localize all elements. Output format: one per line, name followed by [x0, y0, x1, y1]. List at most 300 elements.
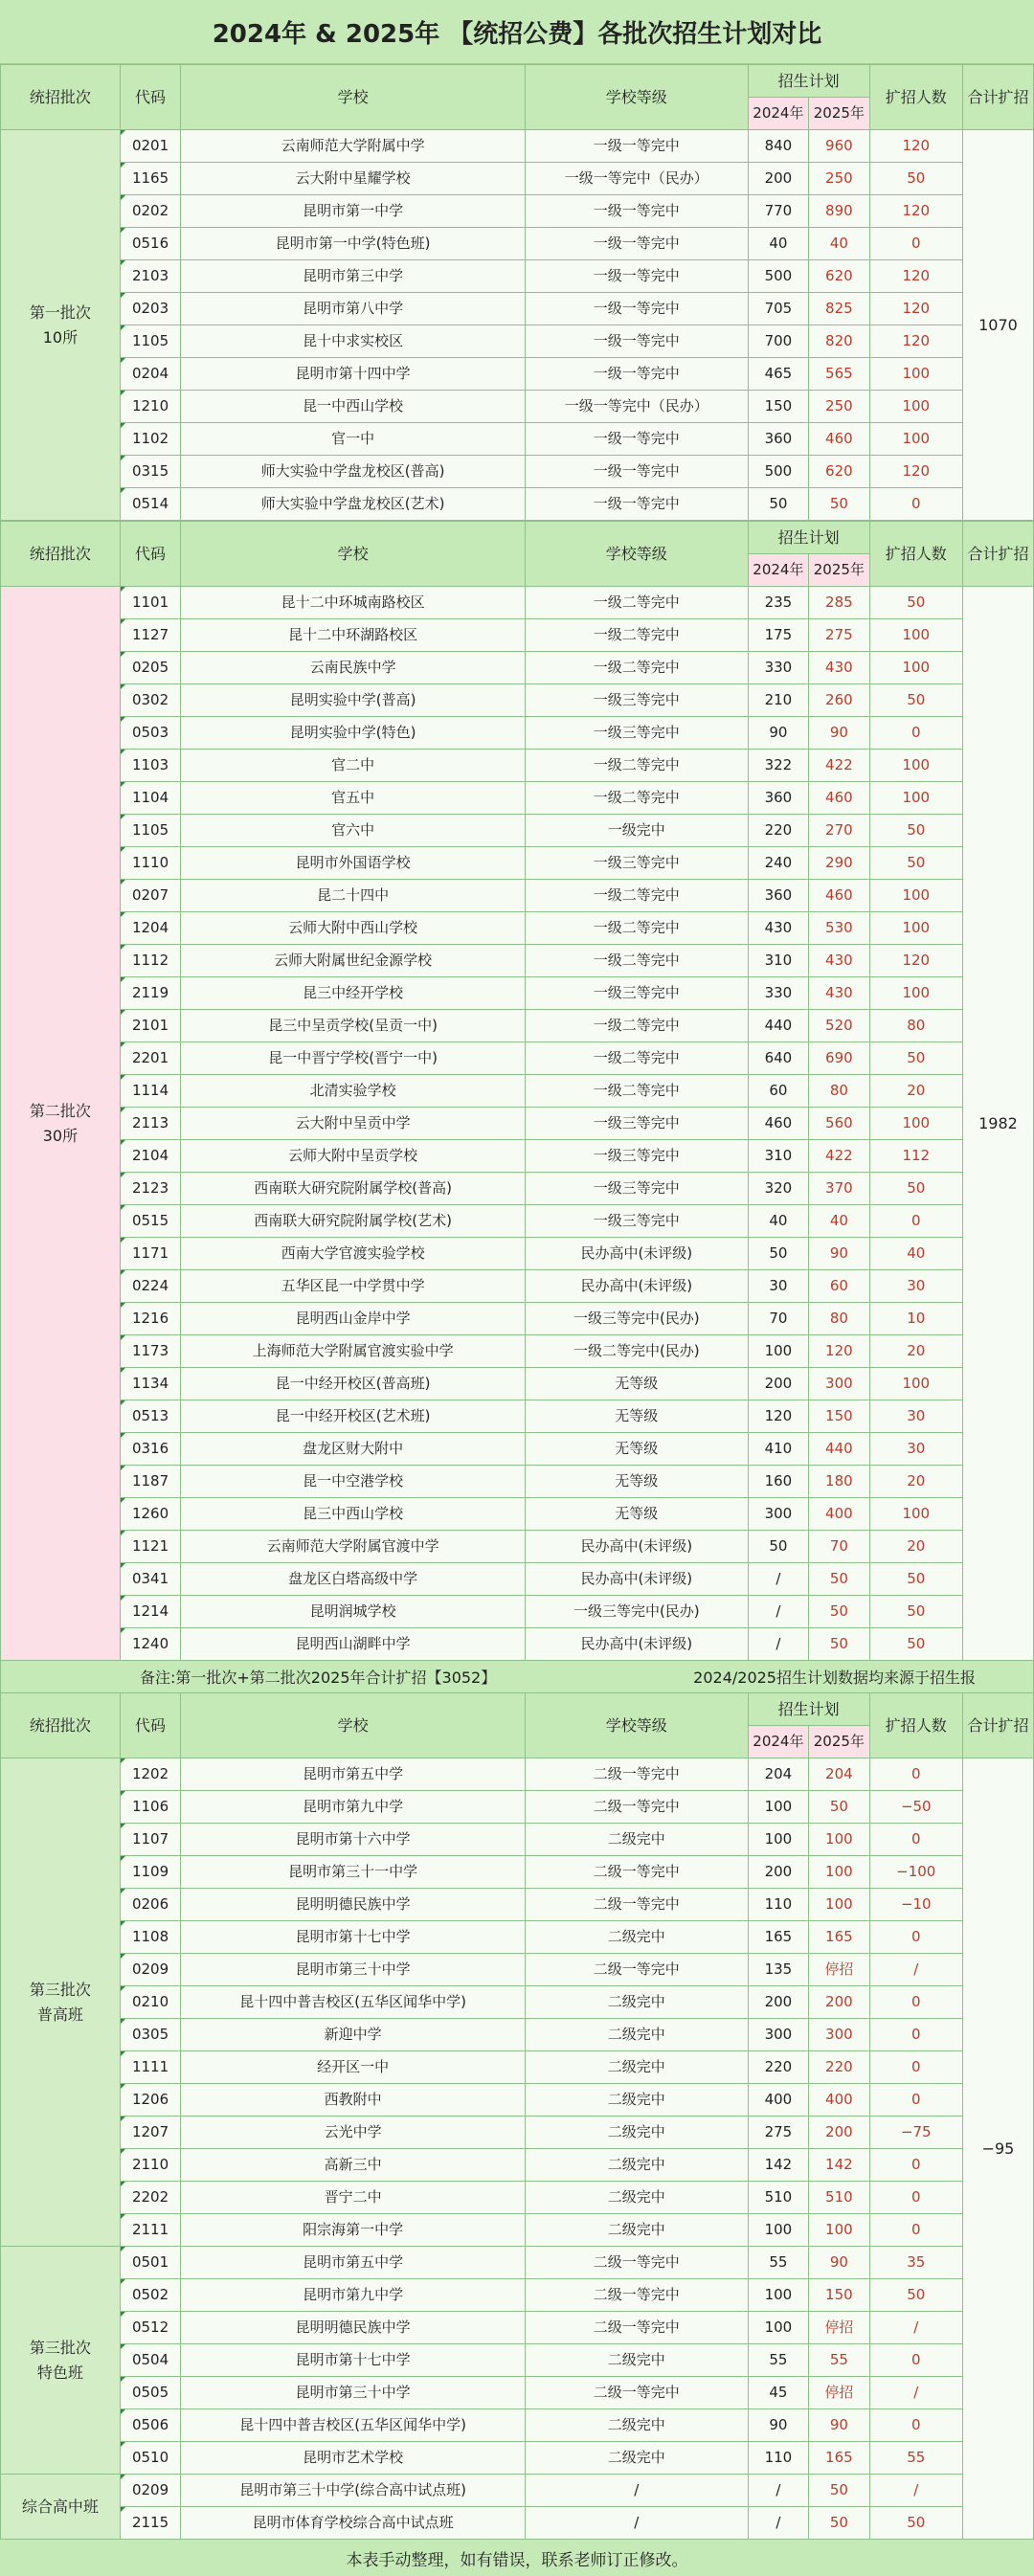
school-grade: 一级三等完中 [525, 1205, 748, 1238]
plan-2025: 620 [809, 456, 869, 488]
school-grade: 二级一等完中 [525, 1856, 748, 1889]
plan-2024: 360 [748, 782, 808, 815]
plan-2025: 440 [809, 1433, 869, 1466]
school-grade: 二级一等完中 [525, 1758, 748, 1791]
school-grade: 二级完中 [525, 2117, 748, 2149]
plan-2025: 100 [809, 2214, 869, 2247]
header-school: 学校 [181, 1693, 526, 1758]
batch-group-label: 第三批次 普高班 [1, 1758, 121, 2247]
school-grade: / [525, 2475, 748, 2507]
table-batch-2 [0, 521, 1034, 1661]
school-grade: 二级一等完中 [525, 2279, 748, 2312]
expand-count: 100 [869, 1368, 962, 1400]
school-name: 官一中 [181, 423, 526, 456]
expand-count: 120 [869, 195, 962, 228]
batch-group-label: 第三批次 特色班 [1, 2247, 121, 2475]
school-name: 昆明市第三十一中学 [181, 1856, 526, 1889]
plan-2024: / [748, 2507, 808, 2540]
school-grade: 一级一等完中 [525, 456, 748, 488]
plan-2025: 停招 [809, 1954, 869, 1986]
header-total: 合计扩招 [962, 65, 1033, 130]
plan-2025: 90 [809, 1238, 869, 1270]
school-code: 0209 [120, 2475, 180, 2507]
plan-2024: 310 [748, 945, 808, 977]
school-code: 1105 [120, 325, 180, 358]
footer-note: 本表手动整理，如有错误，联系老师订正修改。 [0, 2540, 1034, 2576]
school-code: 1102 [120, 423, 180, 456]
plan-2025: 150 [809, 1400, 869, 1433]
expand-count: 0 [869, 2051, 962, 2084]
plan-2024: 40 [748, 228, 808, 260]
school-name: 昆明市第十七中学 [181, 1921, 526, 1954]
school-name: 上海师范大学附属官渡实验中学 [181, 1335, 526, 1368]
school-code: 2202 [120, 2182, 180, 2214]
school-name: 昆明市第九中学 [181, 1791, 526, 1824]
school-grade: 一级一等完中 [525, 423, 748, 456]
plan-2024: 160 [748, 1466, 808, 1498]
plan-2024: 45 [748, 2377, 808, 2409]
table-row [1, 2507, 1034, 2540]
school-name: 昆明市艺术学校 [181, 2442, 526, 2475]
expand-count: 50 [869, 847, 962, 880]
school-code: 0513 [120, 1400, 180, 1433]
school-grade: 一级一等完中 [525, 293, 748, 325]
school-code: 0302 [120, 684, 180, 717]
school-grade: 二级完中 [525, 2214, 748, 2247]
table-row [1, 228, 1034, 260]
header-school: 学校 [181, 65, 526, 130]
school-name: 昆一中经开校区(艺术班) [181, 1400, 526, 1433]
plan-2025: 565 [809, 358, 869, 391]
school-code: 1107 [120, 1824, 180, 1856]
school-name: 昆十四中普吉校区(五华区闻华中学) [181, 2409, 526, 2442]
table-row [1, 1303, 1034, 1335]
plan-2024: 142 [748, 2149, 808, 2182]
plan-2025: 825 [809, 293, 869, 325]
header-code: 代码 [120, 65, 180, 130]
expand-count: 0 [869, 1824, 962, 1856]
table-row [1, 1889, 1034, 1921]
plan-2025: 422 [809, 750, 869, 782]
plan-2025: 270 [809, 815, 869, 847]
expand-count: 0 [869, 228, 962, 260]
plan-2024: 322 [748, 750, 808, 782]
table-row [1, 2247, 1034, 2279]
expand-count: 0 [869, 1921, 962, 1954]
plan-2025: 40 [809, 228, 869, 260]
plan-2024: 200 [748, 1856, 808, 1889]
plan-2024: 50 [748, 488, 808, 521]
batch-group-label: 综合高中班 [1, 2475, 121, 2540]
table-row [1, 1824, 1034, 1856]
school-code: 2110 [120, 2149, 180, 2182]
school-name: 云师大附属世纪金源学校 [181, 945, 526, 977]
expand-count: 120 [869, 260, 962, 293]
expand-count: 0 [869, 2214, 962, 2247]
school-name: 昆明市外国语学校 [181, 847, 526, 880]
expand-count: 0 [869, 2084, 962, 2117]
school-name: 阳宗海第一中学 [181, 2214, 526, 2247]
school-grade: 一级二等完中 [525, 587, 748, 619]
school-name: 高新三中 [181, 2149, 526, 2182]
plan-2024: / [748, 1563, 808, 1596]
plan-2024: 705 [748, 293, 808, 325]
plan-2024: 440 [748, 1010, 808, 1042]
plan-2024: 200 [748, 1368, 808, 1400]
plan-2025: 275 [809, 619, 869, 652]
table-row [1, 945, 1034, 977]
plan-2025: 50 [809, 488, 869, 521]
header-2024: 2024年 [748, 1726, 808, 1758]
school-grade: 一级一等完中 [525, 260, 748, 293]
table-row [1, 260, 1034, 293]
expand-count: 30 [869, 1270, 962, 1303]
school-name: 昆明市第五中学 [181, 1758, 526, 1791]
school-code: 2103 [120, 260, 180, 293]
plan-2025: 220 [809, 2051, 869, 2084]
school-code: 0505 [120, 2377, 180, 2409]
school-name: 昆一中空港学校 [181, 1466, 526, 1498]
expand-count: 0 [869, 488, 962, 521]
school-name: 北清实验学校 [181, 1075, 526, 1108]
header-school: 学校 [181, 522, 526, 587]
school-code: 0305 [120, 2019, 180, 2051]
expand-count: 100 [869, 977, 962, 1010]
table-row [1, 1205, 1034, 1238]
school-code: 0202 [120, 195, 180, 228]
school-grade: 二级一等完中 [525, 2312, 748, 2344]
table-row [1, 977, 1034, 1010]
plan-2025: 250 [809, 163, 869, 195]
plan-2024: / [748, 1596, 808, 1628]
table-row [1, 2442, 1034, 2475]
table-row [1, 2149, 1034, 2182]
school-grade: 二级一等完中 [525, 1791, 748, 1824]
school-code: 0514 [120, 488, 180, 521]
school-code: 0341 [120, 1563, 180, 1596]
plan-2024: 55 [748, 2247, 808, 2279]
school-code: 2104 [120, 1140, 180, 1173]
expand-count: 40 [869, 1238, 962, 1270]
table-row [1, 1563, 1034, 1596]
plan-2024: 90 [748, 2409, 808, 2442]
school-code: 1114 [120, 1075, 180, 1108]
school-grade: 一级三等完中 [525, 684, 748, 717]
school-code: 2101 [120, 1010, 180, 1042]
school-name: 云师大附中呈贡学校 [181, 1140, 526, 1173]
expand-count: 80 [869, 1010, 962, 1042]
plan-2024: 175 [748, 619, 808, 652]
plan-2025: 300 [809, 2019, 869, 2051]
expand-count: 100 [869, 423, 962, 456]
note-right: 2024/2025招生计划数据均来源于招生报 [693, 1669, 976, 1687]
school-grade: 一级二等完中 [525, 880, 748, 912]
plan-2025: 200 [809, 2117, 869, 2149]
plan-2025: 460 [809, 782, 869, 815]
school-name: 西教附中 [181, 2084, 526, 2117]
school-grade: 二级完中 [525, 1824, 748, 1856]
expand-count: / [869, 2312, 962, 2344]
school-code: 0315 [120, 456, 180, 488]
table-row [1, 391, 1034, 423]
school-grade: 一级二等完中 [525, 1010, 748, 1042]
table-row [1, 456, 1034, 488]
expand-count: 100 [869, 782, 962, 815]
plan-2025: 290 [809, 847, 869, 880]
header-expand: 扩招人数 [869, 65, 962, 130]
total-expand: 1982 [962, 587, 1033, 1661]
table-row [1, 1921, 1034, 1954]
plan-2024: 30 [748, 1270, 808, 1303]
plan-2024: 500 [748, 456, 808, 488]
table-batch-1 [0, 64, 1034, 521]
header-grade: 学校等级 [525, 1693, 748, 1758]
school-name: 昆明市第一中学(特色班) [181, 228, 526, 260]
school-name: 昆一中经开校区(普高班) [181, 1368, 526, 1400]
school-name: 昆明市第三十中学 [181, 1954, 526, 1986]
school-grade: 二级完中 [525, 2409, 748, 2442]
header-plan: 招生计划 [748, 1693, 869, 1726]
table-row [1, 1400, 1034, 1433]
plan-2024: 770 [748, 195, 808, 228]
plan-2024: 200 [748, 1986, 808, 2019]
header-plan: 招生计划 [748, 522, 869, 554]
plan-2025: 50 [809, 2507, 869, 2540]
school-code: 0206 [120, 1889, 180, 1921]
table-row [1, 2182, 1034, 2214]
school-grade: 二级完中 [525, 2051, 748, 2084]
table-row [1, 1531, 1034, 1563]
school-grade: 一级二等完中(民办) [525, 1335, 748, 1368]
plan-2024: 640 [748, 1042, 808, 1075]
plan-2025: 204 [809, 1758, 869, 1791]
school-code: 1187 [120, 1466, 180, 1498]
plan-2025: 430 [809, 945, 869, 977]
plan-2025: 460 [809, 423, 869, 456]
table-row [1, 1596, 1034, 1628]
plan-2024: 110 [748, 2442, 808, 2475]
table-row [1, 782, 1034, 815]
table-row [1, 163, 1034, 195]
school-code: 1105 [120, 815, 180, 847]
school-name: 云南师范大学附属中学 [181, 130, 526, 163]
school-grade: 一级二等完中 [525, 912, 748, 945]
expand-count: 0 [869, 1986, 962, 2019]
plan-2025: 165 [809, 2442, 869, 2475]
table-row [1, 488, 1034, 521]
expand-count: 30 [869, 1400, 962, 1433]
school-name: 昆十二中环湖路校区 [181, 619, 526, 652]
expand-count: 0 [869, 2182, 962, 2214]
plan-2024: 50 [748, 1238, 808, 1270]
header-total: 合计扩招 [962, 522, 1033, 587]
plan-2025: 370 [809, 1173, 869, 1205]
school-grade: 一级一等完中 [525, 358, 748, 391]
school-name: 昆三中呈贡学校(呈贡一中) [181, 1010, 526, 1042]
expand-count: 100 [869, 1498, 962, 1531]
school-code: 1127 [120, 619, 180, 652]
header-expand: 扩招人数 [869, 522, 962, 587]
expand-count: −10 [869, 1889, 962, 1921]
header-2024: 2024年 [748, 98, 808, 130]
school-name: 师大实验中学盘龙校区(普高) [181, 456, 526, 488]
school-code: 0224 [120, 1270, 180, 1303]
school-grade: 无等级 [525, 1498, 748, 1531]
plan-2025: 300 [809, 1368, 869, 1400]
school-grade: 一级三等完中(民办) [525, 1596, 748, 1628]
plan-2024: 135 [748, 1954, 808, 1986]
plan-2024: 240 [748, 847, 808, 880]
school-grade: 一级三等完中(民办) [525, 1303, 748, 1335]
table-batch-3 [0, 1692, 1034, 2540]
expand-count: 50 [869, 163, 962, 195]
plan-2024: 320 [748, 1173, 808, 1205]
school-grade: 一级一等完中 [525, 195, 748, 228]
school-grade: 一级一等完中 [525, 488, 748, 521]
school-code: 1216 [120, 1303, 180, 1335]
plan-2024: / [748, 1628, 808, 1661]
table-row [1, 2084, 1034, 2117]
school-code: 0502 [120, 2279, 180, 2312]
school-name: 云大附中呈贡中学 [181, 1108, 526, 1140]
expand-count: 50 [869, 1596, 962, 1628]
expand-count: 100 [869, 750, 962, 782]
school-code: 1171 [120, 1238, 180, 1270]
plan-2024: 210 [748, 684, 808, 717]
plan-2024: 300 [748, 1498, 808, 1531]
plan-2024: 275 [748, 2117, 808, 2149]
school-name: 官五中 [181, 782, 526, 815]
plan-2025: 520 [809, 1010, 869, 1042]
school-grade: 一级二等完中 [525, 652, 748, 684]
plan-2025: 620 [809, 260, 869, 293]
table-row [1, 2312, 1034, 2344]
plan-2024: 310 [748, 1140, 808, 1173]
school-grade: 一级一等完中 [525, 130, 748, 163]
plan-2024: 410 [748, 1433, 808, 1466]
school-code: 1101 [120, 587, 180, 619]
school-code: 1204 [120, 912, 180, 945]
batch-group-label: 第一批次 10所 [1, 130, 121, 521]
school-code: 1103 [120, 750, 180, 782]
plan-2025: 50 [809, 2475, 869, 2507]
school-name: 昆明西山湖畔中学 [181, 1628, 526, 1661]
school-grade: 民办高中(未评级) [525, 1531, 748, 1563]
school-code: 1165 [120, 163, 180, 195]
plan-2025: 430 [809, 652, 869, 684]
plan-2024: 100 [748, 1824, 808, 1856]
school-grade: 一级一等完中（民办） [525, 163, 748, 195]
school-grade: 一级二等完中 [525, 945, 748, 977]
table-row [1, 2344, 1034, 2377]
school-grade: 民办高中(未评级) [525, 1238, 748, 1270]
school-code: 0515 [120, 1205, 180, 1238]
school-grade: 一级一等完中 [525, 325, 748, 358]
total-expand: 1070 [962, 130, 1033, 521]
header-batch: 统招批次 [1, 65, 121, 130]
table-row [1, 130, 1034, 163]
expand-count: 100 [869, 358, 962, 391]
expand-count: −100 [869, 1856, 962, 1889]
header-code: 代码 [120, 522, 180, 587]
table-row [1, 1238, 1034, 1270]
school-grade: 二级完中 [525, 2149, 748, 2182]
table-row [1, 2475, 1034, 2507]
expand-count: 100 [869, 619, 962, 652]
school-code: 0516 [120, 228, 180, 260]
table-row [1, 1758, 1034, 1791]
school-grade: 一级三等完中 [525, 1108, 748, 1140]
school-grade: 无等级 [525, 1368, 748, 1400]
school-name: 昆二十四中 [181, 880, 526, 912]
plan-2024: 220 [748, 815, 808, 847]
school-grade: 一级三等完中 [525, 1173, 748, 1205]
school-name: 云大附中星耀学校 [181, 163, 526, 195]
table-row [1, 195, 1034, 228]
school-name: 云南师范大学附属官渡中学 [181, 1531, 526, 1563]
school-code: 1173 [120, 1335, 180, 1368]
table-row [1, 1173, 1034, 1205]
expand-count: 100 [869, 391, 962, 423]
plan-2025: 890 [809, 195, 869, 228]
school-name: 昆明市第三中学 [181, 260, 526, 293]
school-name: 昆明市第十六中学 [181, 1824, 526, 1856]
school-code: 1210 [120, 391, 180, 423]
school-name: 晋宁二中 [181, 2182, 526, 2214]
plan-2025: 100 [809, 1856, 869, 1889]
plan-2025: 90 [809, 717, 869, 750]
expand-count: 0 [869, 1205, 962, 1238]
table-row [1, 2214, 1034, 2247]
table-row [1, 1270, 1034, 1303]
plan-2024: 460 [748, 1108, 808, 1140]
plan-2025: 停招 [809, 2377, 869, 2409]
plan-2024: 60 [748, 1075, 808, 1108]
school-code: 0210 [120, 1986, 180, 2019]
table-row [1, 1856, 1034, 1889]
expand-count: 100 [869, 652, 962, 684]
school-code: 1111 [120, 2051, 180, 2084]
school-code: 0512 [120, 2312, 180, 2344]
school-name: 昆明市第十七中学 [181, 2344, 526, 2377]
school-code: 1106 [120, 1791, 180, 1824]
plan-2024: 330 [748, 977, 808, 1010]
school-name: 昆一中晋宁学校(晋宁一中) [181, 1042, 526, 1075]
expand-count: 0 [869, 717, 962, 750]
school-grade: 二级一等完中 [525, 2247, 748, 2279]
plan-2025: 100 [809, 1824, 869, 1856]
header-batch: 统招批次 [1, 522, 121, 587]
plan-2025: 142 [809, 2149, 869, 2182]
school-grade: 二级完中 [525, 2344, 748, 2377]
school-grade: 二级一等完中 [525, 1954, 748, 1986]
school-grade: 一级三等完中 [525, 717, 748, 750]
expand-count: 100 [869, 880, 962, 912]
plan-2024: 500 [748, 260, 808, 293]
plan-2024: 100 [748, 2214, 808, 2247]
plan-2025: 80 [809, 1075, 869, 1108]
table-row [1, 1042, 1034, 1075]
school-name: 昆明润城学校 [181, 1596, 526, 1628]
expand-count: 0 [869, 2344, 962, 2377]
expand-count: 55 [869, 2442, 962, 2475]
header-grade: 学校等级 [525, 65, 748, 130]
school-grade: 民办高中(未评级) [525, 1563, 748, 1596]
expand-count: 20 [869, 1335, 962, 1368]
school-grade: 二级一等完中 [525, 2377, 748, 2409]
school-grade: 一级三等完中 [525, 847, 748, 880]
school-name: 西南联大研究院附属学校(普高) [181, 1173, 526, 1205]
